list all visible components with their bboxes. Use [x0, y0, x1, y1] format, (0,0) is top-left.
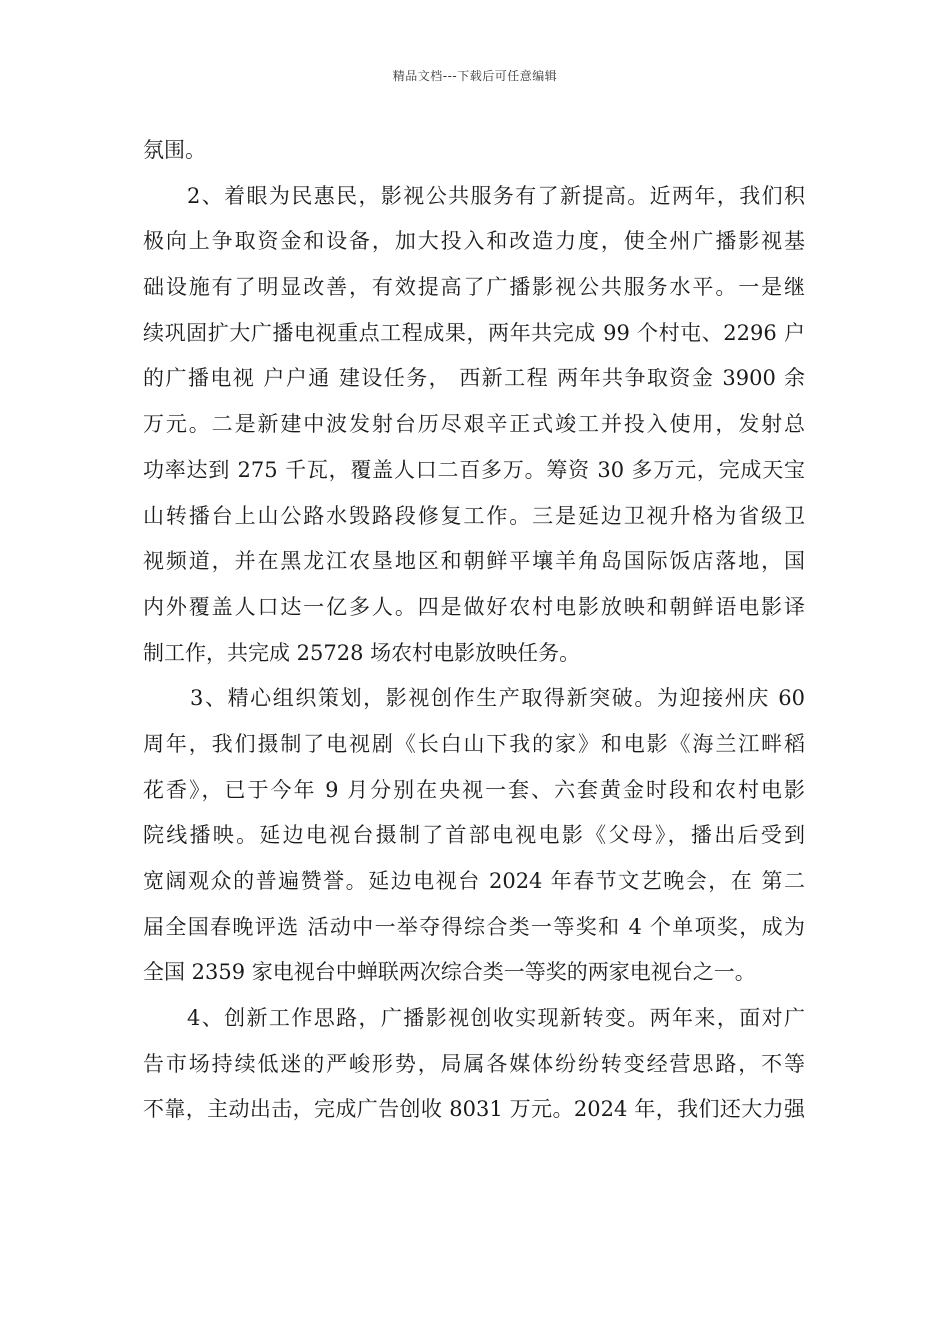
text-line: 周年，我们摄制了电视剧《长白山下我的家》和电影《海兰江畔稻 — [143, 731, 805, 756]
text-line: 的广播电视 户户通 建设任务， 西新工程 两年共争取资金 3900 余 — [143, 366, 805, 391]
text-line: 院线播映。延边电视台摄制了首部电视电影《父母》，播出后受到 — [143, 823, 805, 848]
text-line: 续巩固扩大广播电视重点工程成果，两年共完成 99 个村屯、2296 户 — [143, 320, 805, 345]
text-line: 功率达到 275 千瓦，覆盖人口二百多万。筹资 30 多万元，完成天宝 — [143, 457, 805, 482]
text-line: 山转播台上山公路水毁路段修复工作。三是延边卫视升格为省级卫 — [143, 503, 805, 528]
text-line: 础设施有了明显改善，有效提高了广播影视公共服务水平。一是继 — [143, 275, 805, 300]
text-line: 内外覆盖人口达一亿多人。四是做好农村电影放映和朝鲜语电影译 — [143, 594, 805, 619]
text-line: 3、精心组织策划，影视创作生产取得新突破。为迎接州庆 60 — [190, 686, 805, 711]
document-body — [143, 128, 805, 1133]
text-line: 制工作，共完成 25728 场农村电影放映任务。 — [143, 640, 581, 665]
text-line: 视频道，并在黑龙江农垦地区和朝鲜平壤羊角岛国际饭店落地，国 — [143, 549, 805, 574]
text-line: 告市场持续低迷的严峻形势，局属各媒体纷纷转变经营思路，不等 — [143, 1051, 805, 1076]
text-line: 氛围。 — [143, 138, 206, 162]
text-line: 4、创新工作思路，广播影视创收实现新转变。两年来，面对广 — [187, 1006, 805, 1031]
page-header: 精品文档---下载后可任意编辑 — [392, 69, 558, 83]
text-line: 宽阔观众的普遍赞誉。延边电视台 2024 年春节文艺晚会，在 第二 — [143, 869, 805, 893]
text-line: 全国 2359 家电视台中蝉联两次综合类一等奖的两家电视台之一。 — [143, 960, 756, 985]
text-line: 花香》，已于今年 9 月分别在央视一套、六套黄金时段和农村电影 — [143, 777, 805, 802]
text-line: 不靠，主动出击，完成广告创收 8031 万元。2024 年，我们还大力强 — [143, 1097, 805, 1122]
text-line: 2、着眼为民惠民，影视公共服务有了新提高。近两年，我们积 — [187, 183, 805, 208]
text-line: 万元。二是新建中波发射台历尽艰辛正式竣工并投入使用，发射总 — [143, 412, 805, 437]
text-line: 届全国春晚评选 活动中一举夺得综合类一等奖和 4 个单项奖，成为 — [143, 914, 805, 939]
text-line: 极向上争取资金和设备，加大投入和改造力度，使全州广播影视基 — [143, 229, 805, 254]
